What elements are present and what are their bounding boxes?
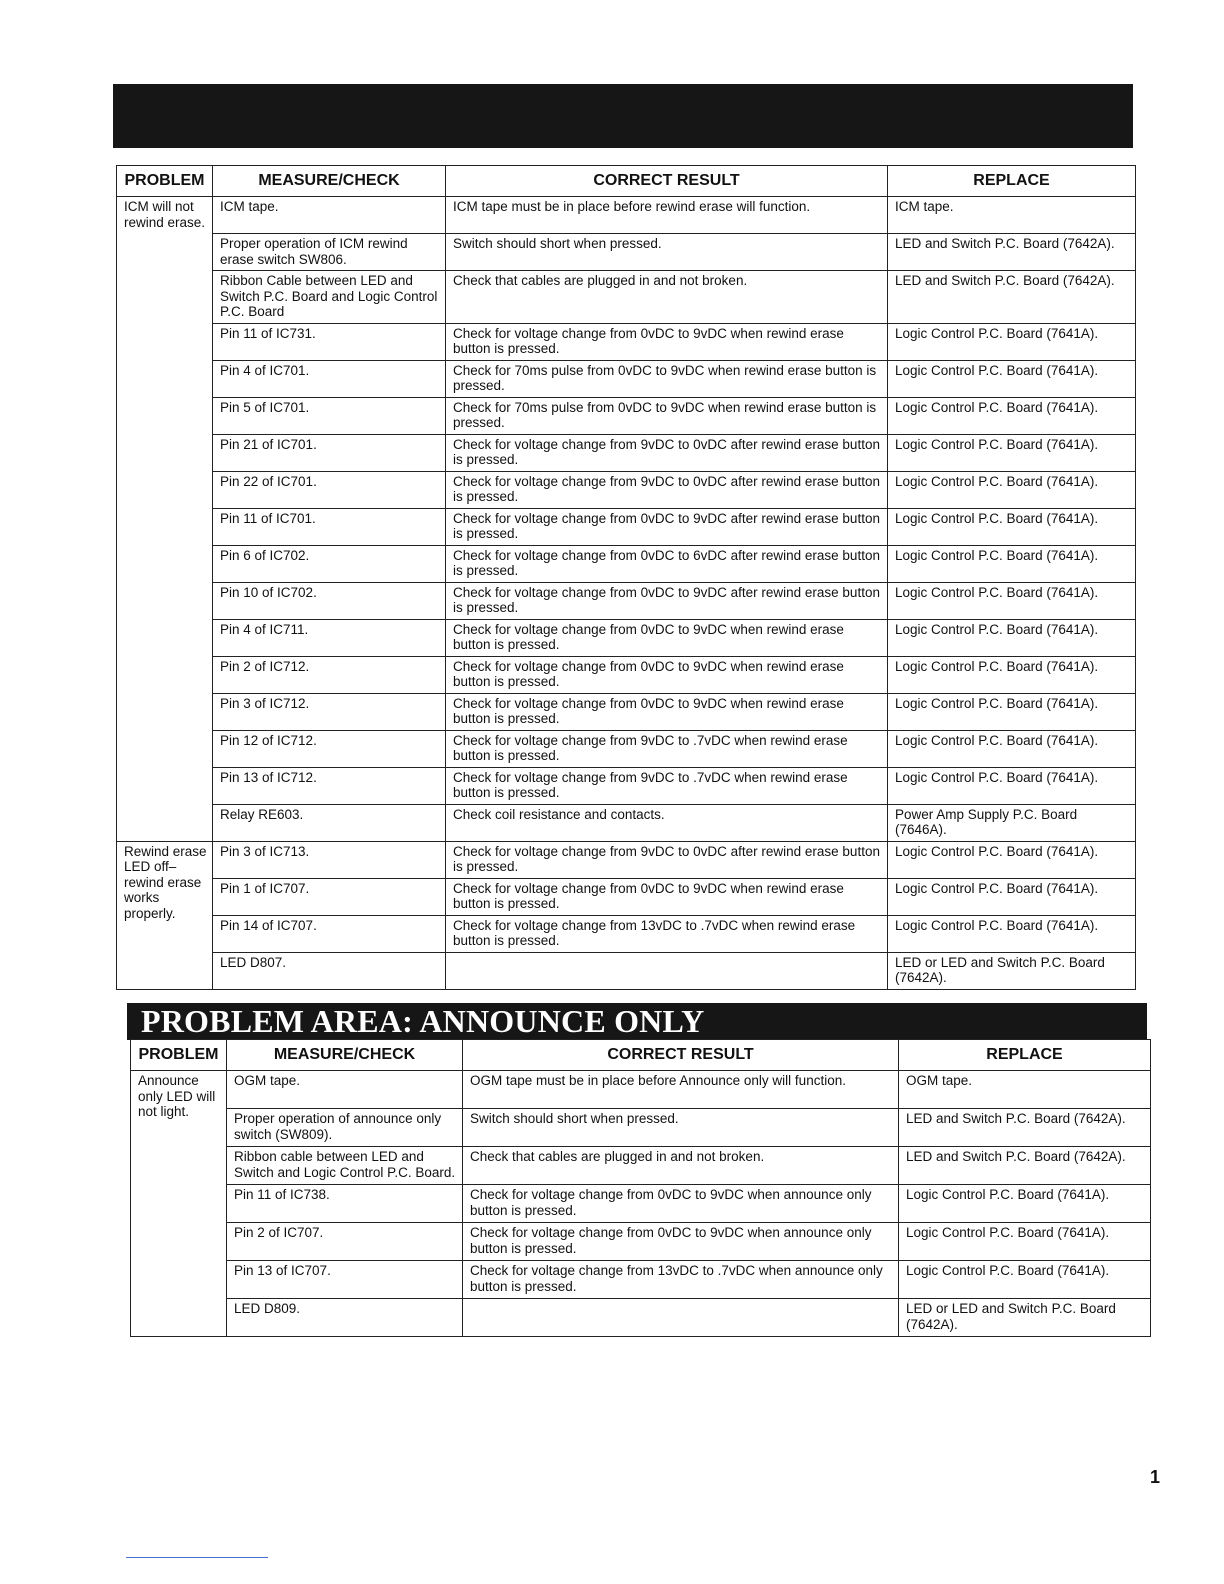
replace-cell: Logic Control P.C. Board (7641A). (888, 841, 1136, 878)
troubleshooting-table-announce-only (130, 1039, 1151, 1337)
correct-result-cell: Check that cables are plugged in and not broken. (463, 1147, 899, 1185)
replace-cell: Logic Control P.C. Board (7641A). (888, 360, 1136, 397)
replace-cell: Logic Control P.C. Board (7641A). (888, 693, 1136, 730)
measure-check-cell: Pin 5 of IC701. (213, 397, 446, 434)
table-row (117, 234, 1136, 271)
correct-result-cell: Check for voltage change from 9vDC to 0vDC after rewind erase button is pressed. (446, 841, 888, 878)
correct-result-cell: OGM tape must be in place before Announce only will function. (463, 1071, 899, 1109)
table-row (117, 582, 1136, 619)
table-row (131, 1261, 1151, 1299)
correct-result-cell: Check for voltage change from 0vDC to 9vDC when rewind erase button is pressed. (446, 323, 888, 360)
table-row (131, 1223, 1151, 1261)
measure-check-cell: Ribbon Cable between LED and Switch P.C. Board and Logic Control P.C. Board (213, 271, 446, 324)
measure-check-cell: Proper operation of ICM rewind erase switch SW806. (213, 234, 446, 271)
problem-cell: Rewind erase LED off– rewind erase works properly. (117, 841, 213, 989)
table-row (131, 1147, 1151, 1185)
correct-result-cell: Check for voltage change from 9vDC to 0vDC after rewind erase button is pressed. (446, 434, 888, 471)
correct-result-cell: Check for voltage change from 0vDC to 9vDC when rewind erase button is pressed. (446, 878, 888, 915)
correct-result-cell: Check for voltage change from 13vDC to .7vDC when announce only button is pressed. (463, 1261, 899, 1299)
table-row (117, 545, 1136, 582)
replace-cell: Logic Control P.C. Board (7641A). (888, 471, 1136, 508)
replace-cell: Logic Control P.C. Board (7641A). (888, 767, 1136, 804)
header-correct-result: CORRECT RESULT (463, 1040, 899, 1071)
measure-check-cell: Pin 4 of IC711. (213, 619, 446, 656)
replace-cell: LED and Switch P.C. Board (7642A). (888, 234, 1136, 271)
correct-result-cell (446, 952, 888, 989)
table-row (131, 1071, 1151, 1109)
correct-result-cell: Switch should short when pressed. (446, 234, 888, 271)
table-row (117, 323, 1136, 360)
measure-check-cell: Pin 12 of IC712. (213, 730, 446, 767)
table-row (117, 767, 1136, 804)
replace-cell: Logic Control P.C. Board (7641A). (899, 1261, 1151, 1299)
replace-cell: LED or LED and Switch P.C. Board (7642A). (899, 1299, 1151, 1337)
measure-check-cell: Pin 2 of IC707. (227, 1223, 463, 1261)
table-row (117, 841, 1136, 878)
replace-cell: Logic Control P.C. Board (7641A). (888, 545, 1136, 582)
table-row (117, 804, 1136, 841)
correct-result-cell: ICM tape must be in place before rewind erase will function. (446, 197, 888, 234)
correct-result-cell: Check for voltage change from 0vDC to 9vDC after rewind erase button is pressed. (446, 582, 888, 619)
header-problem: PROBLEM (131, 1040, 227, 1071)
replace-cell: LED and Switch P.C. Board (7642A). (888, 271, 1136, 324)
table-row (131, 1109, 1151, 1147)
correct-result-cell: Check for 70ms pulse from 0vDC to 9vDC when rewind erase button is pressed. (446, 360, 888, 397)
measure-check-cell: Pin 2 of IC712. (213, 656, 446, 693)
replace-cell: Logic Control P.C. Board (7641A). (888, 619, 1136, 656)
table-row (117, 397, 1136, 434)
measure-check-cell: Pin 11 of IC731. (213, 323, 446, 360)
replace-cell: Logic Control P.C. Board (7641A). (888, 915, 1136, 952)
table-body (131, 1071, 1151, 1337)
table-row (131, 1299, 1151, 1337)
table-row (117, 508, 1136, 545)
measure-check-cell: LED D809. (227, 1299, 463, 1337)
problem-cell: Announce only LED will not light. (131, 1071, 227, 1337)
table-row (117, 915, 1136, 952)
problem-area-banner: PROBLEM AREA: ANNOUNCE ONLY (127, 1003, 1147, 1040)
replace-cell: Logic Control P.C. Board (7641A). (888, 582, 1136, 619)
measure-check-cell: Pin 1 of IC707. (213, 878, 446, 915)
correct-result-cell: Check that cables are plugged in and not broken. (446, 271, 888, 324)
replace-cell: OGM tape. (899, 1071, 1151, 1109)
measure-check-cell: Relay RE603. (213, 804, 446, 841)
header-banner (113, 84, 1133, 148)
correct-result-cell: Check for voltage change from 0vDC to 9vDC when rewind erase button is pressed. (446, 619, 888, 656)
table-row (117, 360, 1136, 397)
correct-result-cell: Check for voltage change from 0vDC to 9vDC after rewind erase button is pressed. (446, 508, 888, 545)
correct-result-cell: Check for voltage change from 0vDC to 9vDC when rewind erase button is pressed. (446, 693, 888, 730)
replace-cell: Logic Control P.C. Board (7641A). (888, 730, 1136, 767)
correct-result-cell: Switch should short when pressed. (463, 1109, 899, 1147)
table-row (117, 197, 1136, 234)
table-row (117, 730, 1136, 767)
table-row (117, 878, 1136, 915)
replace-cell: Logic Control P.C. Board (7641A). (888, 878, 1136, 915)
correct-result-cell: Check for voltage change from 9vDC to .7vDC when rewind erase button is pressed. (446, 730, 888, 767)
correct-result-cell: Check for voltage change from 0vDC to 9vDC when rewind erase button is pressed. (446, 656, 888, 693)
measure-check-cell: Pin 22 of IC701. (213, 471, 446, 508)
measure-check-cell: Pin 4 of IC701. (213, 360, 446, 397)
replace-cell: Logic Control P.C. Board (7641A). (899, 1223, 1151, 1261)
troubleshooting-table-rewind-erase (116, 165, 1136, 990)
table-body (117, 197, 1136, 990)
measure-check-cell: ICM tape. (213, 197, 446, 234)
measure-check-cell: Pin 6 of IC702. (213, 545, 446, 582)
table-row (117, 434, 1136, 471)
header-replace: REPLACE (899, 1040, 1151, 1071)
correct-result-cell: Check for 70ms pulse from 0vDC to 9vDC when rewind erase button is pressed. (446, 397, 888, 434)
replace-cell: Logic Control P.C. Board (7641A). (888, 323, 1136, 360)
replace-cell: ICM tape. (888, 197, 1136, 234)
table-row (131, 1185, 1151, 1223)
measure-check-cell: Pin 3 of IC713. (213, 841, 446, 878)
replace-cell: Logic Control P.C. Board (7641A). (888, 434, 1136, 471)
header-problem: PROBLEM (117, 166, 213, 197)
correct-result-cell: Check for voltage change from 9vDC to 0vDC after rewind erase button is pressed. (446, 471, 888, 508)
header-replace: REPLACE (888, 166, 1136, 197)
problem-cell: ICM will not rewind erase. (117, 197, 213, 842)
replace-cell: LED or LED and Switch P.C. Board (7642A). (888, 952, 1136, 989)
correct-result-cell: Check for voltage change from 0vDC to 9vDC when announce only button is pressed. (463, 1223, 899, 1261)
correct-result-cell: Check for voltage change from 9vDC to .7vDC when rewind erase button is pressed. (446, 767, 888, 804)
replace-cell: LED and Switch P.C. Board (7642A). (899, 1147, 1151, 1185)
replace-cell: LED and Switch P.C. Board (7642A). (899, 1109, 1151, 1147)
measure-check-cell: OGM tape. (227, 1071, 463, 1109)
footer-rule (126, 1557, 268, 1558)
correct-result-cell: Check for voltage change from 0vDC to 9vDC when announce only button is pressed. (463, 1185, 899, 1223)
correct-result-cell (463, 1299, 899, 1337)
table-row (117, 619, 1136, 656)
table-row (117, 656, 1136, 693)
table-row (117, 693, 1136, 730)
measure-check-cell: Pin 10 of IC702. (213, 582, 446, 619)
measure-check-cell: Pin 11 of IC701. (213, 508, 446, 545)
correct-result-cell: Check coil resistance and contacts. (446, 804, 888, 841)
replace-cell: Power Amp Supply P.C. Board (7646A). (888, 804, 1136, 841)
measure-check-cell: LED D807. (213, 952, 446, 989)
measure-check-cell: Ribbon cable between LED and Switch and Logic Control P.C. Board. (227, 1147, 463, 1185)
table-row (117, 952, 1136, 989)
table-row (117, 271, 1136, 324)
replace-cell: Logic Control P.C. Board (7641A). (888, 508, 1136, 545)
page-number: 1 (1150, 1467, 1161, 1487)
measure-check-cell: Proper operation of announce only switch (SW809). (227, 1109, 463, 1147)
header-measure-check: MEASURE/CHECK (213, 166, 446, 197)
measure-check-cell: Pin 3 of IC712. (213, 693, 446, 730)
measure-check-cell: Pin 11 of IC738. (227, 1185, 463, 1223)
header-measure-check: MEASURE/CHECK (227, 1040, 463, 1071)
replace-cell: Logic Control P.C. Board (7641A). (899, 1185, 1151, 1223)
measure-check-cell: Pin 13 of IC707. (227, 1261, 463, 1299)
replace-cell: Logic Control P.C. Board (7641A). (888, 656, 1136, 693)
table-row (117, 471, 1136, 508)
measure-check-cell: Pin 21 of IC701. (213, 434, 446, 471)
replace-cell: Logic Control P.C. Board (7641A). (888, 397, 1136, 434)
measure-check-cell: Pin 14 of IC707. (213, 915, 446, 952)
measure-check-cell: Pin 13 of IC712. (213, 767, 446, 804)
correct-result-cell: Check for voltage change from 13vDC to .7vDC when rewind erase button is pressed. (446, 915, 888, 952)
header-correct-result: CORRECT RESULT (446, 166, 888, 197)
correct-result-cell: Check for voltage change from 0vDC to 6vDC after rewind erase button is pressed. (446, 545, 888, 582)
